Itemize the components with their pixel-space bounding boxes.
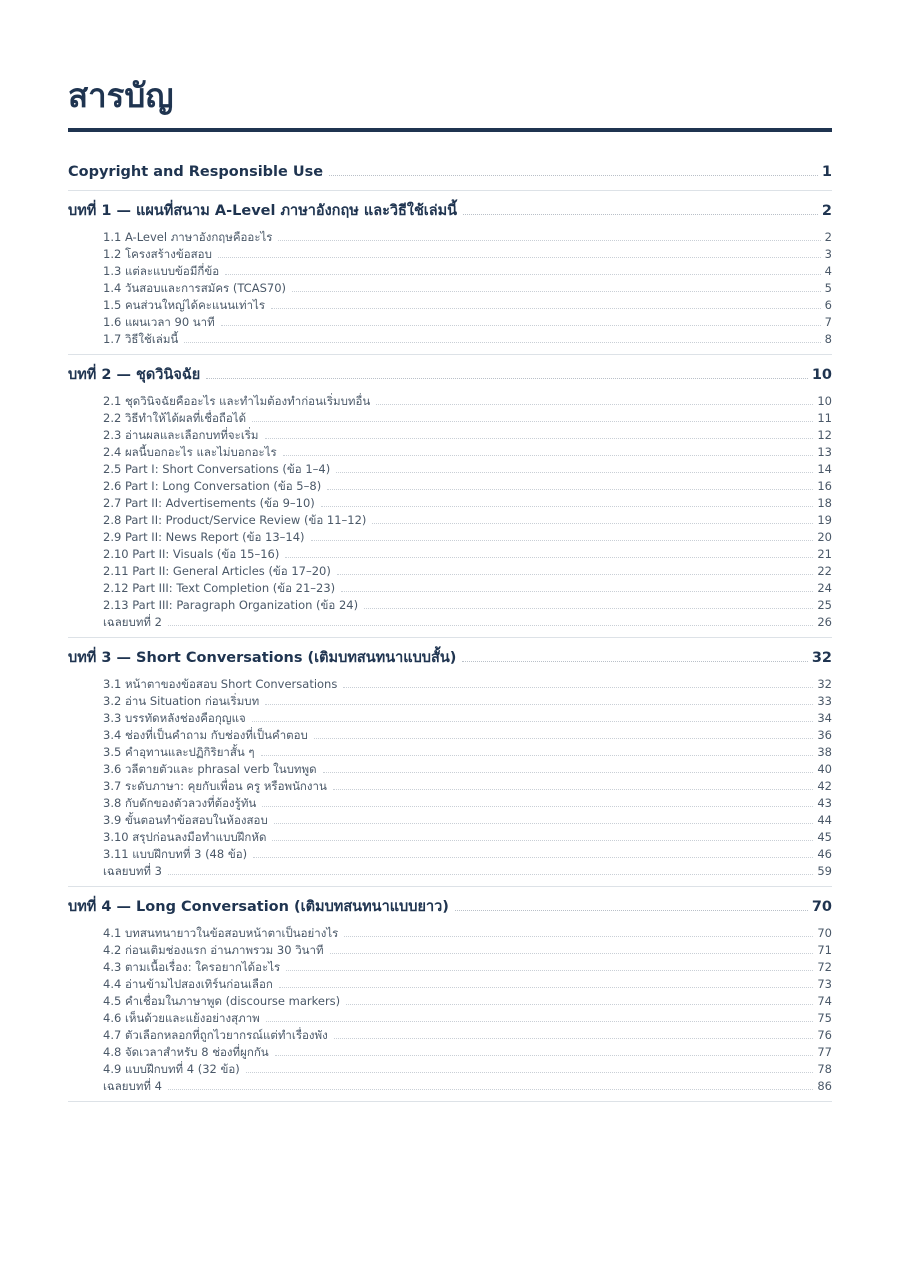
- toc-section-entry[interactable]: [68, 959, 832, 976]
- title-rule: [68, 128, 832, 132]
- toc-section-entry[interactable]: [68, 795, 832, 812]
- toc-section-title: 1.2 โครงสร้างข้อสอบ: [103, 247, 212, 261]
- toc-section-title: 3.9 ขั้นตอนทำข้อสอบในห้องสอบ: [103, 813, 268, 827]
- dot-leader: [253, 857, 813, 858]
- toc-chapter-title: บทที่ 2 — ชุดวินิจฉัย: [68, 367, 201, 383]
- toc-section-page: 46: [817, 847, 832, 861]
- toc-section-title: 2.1 ชุดวินิจฉัยคืออะไร และทำไมต้องทำก่อนเริ่มบทอื่น: [103, 394, 371, 408]
- toc-section-page: 43: [817, 796, 832, 810]
- toc-section-entry[interactable]: [68, 229, 832, 246]
- toc-section-title: เฉลยบทที่ 3: [103, 864, 162, 878]
- dot-leader: [376, 404, 813, 405]
- toc-section-page: 11: [817, 411, 832, 425]
- toc-section-entry[interactable]: [68, 614, 832, 631]
- toc-section-page: 5: [824, 281, 832, 295]
- toc-section-entry[interactable]: [68, 761, 832, 778]
- toc-section-page: 19: [817, 513, 832, 527]
- dot-leader: [333, 789, 814, 790]
- dot-leader: [323, 772, 814, 773]
- toc-section-page: 77: [817, 1045, 832, 1059]
- toc-section-title: 2.5 Part I: Short Conversations (ข้อ 1–4): [103, 462, 331, 476]
- toc-section-page: 25: [817, 598, 832, 612]
- toc-section-entry[interactable]: [68, 512, 832, 529]
- toc-section-page: 10: [817, 394, 832, 408]
- toc-section-title: 2.2 วิธีทำให้ได้ผลที่เชื่อถือได้: [103, 411, 247, 425]
- toc-section-page: 22: [817, 564, 832, 578]
- toc-section-title: 4.7 ตัวเลือกหลอกที่ถูกไวยากรณ์แต่ทำเรื่องพัง: [103, 1028, 328, 1042]
- toc-section-page: 74: [817, 994, 832, 1008]
- toc-chapter-title: บทที่ 3 — Short Conversations (เติมบทสนทนาแบบสั้น): [68, 650, 457, 666]
- toc-section-page: 33: [817, 694, 832, 708]
- toc-section-title: 2.8 Part II: Product/Service Review (ข้อ 11–12): [103, 513, 367, 527]
- toc-section-page: 73: [817, 977, 832, 991]
- dot-leader: [262, 806, 813, 807]
- dot-leader: [336, 472, 813, 473]
- toc-section-list: [68, 676, 832, 880]
- toc-chapter-group: [68, 355, 832, 638]
- toc-section-entry[interactable]: [68, 1044, 832, 1061]
- toc-section-page: 6: [824, 298, 832, 312]
- toc-section-entry[interactable]: [68, 427, 832, 444]
- toc-section-page: 7: [824, 315, 832, 329]
- toc-section-title: 2.7 Part II: Advertisements (ข้อ 9–10): [103, 496, 315, 510]
- toc-section-entry[interactable]: [68, 314, 832, 331]
- toc-section-title: เฉลยบทที่ 4: [103, 1079, 162, 1093]
- toc-section-title: 3.2 อ่าน Situation ก่อนเริ่มบท: [103, 694, 260, 708]
- toc-section-page: 76: [817, 1028, 832, 1042]
- toc-chapter-page: 2: [821, 203, 832, 219]
- toc-section-entry[interactable]: [68, 563, 832, 580]
- toc-section-entry[interactable]: [68, 744, 832, 761]
- toc-chapter-group: [68, 162, 832, 191]
- dot-leader: [372, 523, 813, 524]
- dot-leader: [206, 378, 808, 379]
- dot-leader: [330, 953, 814, 954]
- toc-section-title: 4.3 ตามเนื้อเรื่อง: ใครอยากได้อะไร: [103, 960, 281, 974]
- toc-section-entry[interactable]: [68, 529, 832, 546]
- dot-leader: [261, 755, 814, 756]
- toc-section-page: 3: [824, 247, 832, 261]
- page-title: สารบัญ: [68, 76, 174, 115]
- dot-leader: [272, 840, 813, 841]
- toc-section-title: 3.6 วลีตายตัวและ phrasal verb ในบทพูด: [103, 762, 317, 776]
- toc-section-entry[interactable]: [68, 846, 832, 863]
- toc-section-title: 3.4 ช่องที่เป็นคำถาม กับช่องที่เป็นคำตอบ: [103, 728, 308, 742]
- toc-section-page: 2: [824, 230, 832, 244]
- dot-leader: [168, 874, 813, 875]
- toc-section-title: 2.3 อ่านผลและเลือกบทที่จะเริ่ม: [103, 428, 259, 442]
- toc-section-page: 24: [817, 581, 832, 595]
- dot-leader: [343, 687, 813, 688]
- dot-leader: [311, 540, 814, 541]
- toc-section-page: 4: [824, 264, 832, 278]
- toc-section-entry[interactable]: [68, 1078, 832, 1095]
- toc-section-entry[interactable]: [68, 727, 832, 744]
- toc-section-entry[interactable]: [68, 693, 832, 710]
- dot-leader: [168, 625, 813, 626]
- dot-leader: [168, 1089, 813, 1090]
- toc-section-entry[interactable]: [68, 925, 832, 942]
- toc-chapter-entry[interactable]: [68, 648, 832, 668]
- dot-leader: [252, 721, 814, 722]
- dot-leader: [279, 987, 814, 988]
- toc-section-title: 3.11 แบบฝึกบทที่ 3 (48 ข้อ): [103, 847, 248, 861]
- dot-leader: [275, 1055, 814, 1056]
- toc-section-page: 71: [817, 943, 832, 957]
- dot-leader: [329, 175, 818, 176]
- toc-chapter-entry[interactable]: [68, 162, 832, 182]
- toc-chapter-page: 32: [811, 650, 832, 666]
- toc-section-title: 4.6 เห็นด้วยและแย้งอย่างสุภาพ: [103, 1011, 260, 1025]
- toc-section-page: 70: [817, 926, 832, 940]
- dot-leader: [292, 291, 821, 292]
- dot-leader: [274, 823, 814, 824]
- toc-section-title: 3.3 บรรทัดหลังช่องคือกุญแจ: [103, 711, 246, 725]
- dot-leader: [278, 240, 820, 241]
- dot-leader: [218, 257, 821, 258]
- toc-list: [68, 162, 832, 1102]
- toc-chapter-entry[interactable]: [68, 897, 832, 917]
- toc-section-title: 1.3 แต่ละแบบข้อมีกี่ข้อ: [103, 264, 220, 278]
- toc-section-title: เฉลยบทที่ 2: [103, 615, 162, 629]
- toc-section-page: 59: [817, 864, 832, 878]
- toc-chapter-page: 70: [811, 899, 832, 915]
- toc-section-page: 44: [817, 813, 832, 827]
- dot-leader: [225, 274, 821, 275]
- toc-section-title: 2.4 ผลนี้บอกอะไร และไม่บอกอะไร: [103, 445, 277, 459]
- toc-section-entry[interactable]: [68, 1010, 832, 1027]
- toc-section-title: 3.8 กับดักของตัวลวงที่ต้องรู้ทัน: [103, 796, 257, 810]
- toc-section-entry[interactable]: [68, 331, 832, 348]
- toc-section-page: 14: [817, 462, 832, 476]
- toc-section-title: 3.10 สรุปก่อนลงมือทำแบบฝึกหัด: [103, 830, 267, 844]
- dot-leader: [266, 1021, 814, 1022]
- toc-section-page: 36: [817, 728, 832, 742]
- toc-section-entry[interactable]: [68, 778, 832, 795]
- toc-section-page: 21: [817, 547, 832, 561]
- toc-section-entry[interactable]: [68, 1027, 832, 1044]
- toc-section-page: 13: [817, 445, 832, 459]
- toc-section-title: 1.1 A-Level ภาษาอังกฤษคืออะไร: [103, 230, 273, 244]
- toc-section-entry[interactable]: [68, 280, 832, 297]
- toc-section-entry[interactable]: [68, 393, 832, 410]
- dot-leader: [344, 936, 813, 937]
- dot-leader: [285, 557, 813, 558]
- dot-leader: [314, 738, 814, 739]
- dot-leader: [271, 308, 821, 309]
- toc-section-page: 86: [817, 1079, 832, 1093]
- toc-section-title: 1.6 แผนเวลา 90 นาที: [103, 315, 215, 329]
- toc-section-entry[interactable]: [68, 710, 832, 727]
- toc-section-page: 16: [817, 479, 832, 493]
- dot-leader: [334, 1038, 814, 1039]
- toc-chapter-title: บทที่ 1 — แผนที่สนาม A-Level ภาษาอังกฤษ และวิธีใช้เล่มนี้: [68, 203, 458, 219]
- toc-chapter-entry[interactable]: [68, 365, 832, 385]
- toc-chapter-group: [68, 638, 832, 887]
- dot-leader: [455, 910, 808, 911]
- toc-section-entry[interactable]: [68, 297, 832, 314]
- toc-chapter-title: Copyright and Responsible Use: [68, 164, 324, 180]
- toc-section-page: 20: [817, 530, 832, 544]
- dot-leader: [462, 661, 807, 662]
- dot-leader: [346, 1004, 813, 1005]
- toc-section-entry[interactable]: [68, 410, 832, 427]
- toc-section-entry[interactable]: [68, 546, 832, 563]
- toc-chapter-entry[interactable]: [68, 201, 832, 221]
- toc-section-entry[interactable]: [68, 461, 832, 478]
- dot-leader: [265, 704, 813, 705]
- toc-section-page: 34: [817, 711, 832, 725]
- toc-section-entry[interactable]: [68, 863, 832, 880]
- toc-section-entry[interactable]: [68, 263, 832, 280]
- toc-section-entry[interactable]: [68, 495, 832, 512]
- dot-leader: [337, 574, 813, 575]
- toc-section-page: 75: [817, 1011, 832, 1025]
- toc-section-entry[interactable]: [68, 580, 832, 597]
- dot-leader: [321, 506, 814, 507]
- toc-section-title: 4.4 อ่านข้ามไปสองเทิร์นก่อนเลือก: [103, 977, 273, 991]
- dot-leader: [221, 325, 821, 326]
- toc-section-list: [68, 925, 832, 1095]
- dot-leader: [286, 970, 813, 971]
- toc-chapter-title: บทที่ 4 — Long Conversation (เติมบทสนทนาแบบยาว): [68, 899, 449, 915]
- toc-section-title: 2.13 Part III: Paragraph Organization (ข้อ 24): [103, 598, 359, 612]
- toc-section-list: [68, 229, 832, 348]
- toc-section-title: 4.9 แบบฝึกบทที่ 4 (32 ข้อ): [103, 1062, 240, 1076]
- toc-section-title: 2.10 Part II: Visuals (ข้อ 15–16): [103, 547, 280, 561]
- dot-leader: [341, 591, 813, 592]
- toc-section-title: 4.1 บทสนทนายาวในข้อสอบหน้าตาเป็นอย่างไร: [103, 926, 339, 940]
- toc-section-title: 2.6 Part I: Long Conversation (ข้อ 5–8): [103, 479, 322, 493]
- dot-leader: [327, 489, 813, 490]
- toc-section-page: 78: [817, 1062, 832, 1076]
- dot-leader: [463, 214, 818, 215]
- toc-section-list: [68, 393, 832, 631]
- toc-section-entry[interactable]: [68, 942, 832, 959]
- toc-section-title: 2.11 Part II: General Articles (ข้อ 17–20): [103, 564, 331, 578]
- toc-section-page: 12: [817, 428, 832, 442]
- toc-section-title: 4.8 จัดเวลาสำหรับ 8 ช่องที่ผูกกัน: [103, 1045, 269, 1059]
- toc-section-entry[interactable]: [68, 246, 832, 263]
- dot-leader: [265, 438, 814, 439]
- toc-chapter-group: [68, 887, 832, 1102]
- toc-section-page: 42: [817, 779, 832, 793]
- toc-section-title: 1.4 วันสอบและการสมัคร (TCAS70): [103, 281, 287, 295]
- dot-leader: [246, 1072, 814, 1073]
- toc-section-title: 1.5 คนส่วนใหญ่ได้คะแนนเท่าไร: [103, 298, 266, 312]
- toc-section-entry[interactable]: [68, 1061, 832, 1078]
- toc-section-page: 45: [817, 830, 832, 844]
- toc-section-title: 4.5 คำเชื่อมในภาษาพูด (discourse markers): [103, 994, 341, 1008]
- toc-section-page: 38: [817, 745, 832, 759]
- toc-section-entry[interactable]: [68, 812, 832, 829]
- toc-section-title: 2.12 Part III: Text Completion (ข้อ 21–23): [103, 581, 336, 595]
- toc-section-entry[interactable]: [68, 993, 832, 1010]
- toc-section-entry[interactable]: [68, 597, 832, 614]
- toc-section-page: 32: [817, 677, 832, 691]
- toc-section-entry[interactable]: [68, 444, 832, 461]
- toc-section-title: 2.9 Part II: News Report (ข้อ 13–14): [103, 530, 305, 544]
- toc-section-page: 18: [817, 496, 832, 510]
- toc-section-entry[interactable]: [68, 829, 832, 846]
- dot-leader: [252, 421, 813, 422]
- toc-section-title: 3.5 คำอุทานและปฏิกิริยาสั้น ๆ: [103, 745, 255, 759]
- toc-chapter-group: [68, 191, 832, 355]
- toc-section-title: 3.7 ระดับภาษา: คุยกับเพื่อน ครู หรือพนักงาน: [103, 779, 327, 793]
- dot-leader: [283, 455, 814, 456]
- dot-leader: [364, 608, 813, 609]
- toc-section-page: 40: [817, 762, 832, 776]
- toc-section-entry[interactable]: [68, 676, 832, 693]
- toc-section-entry[interactable]: [68, 478, 832, 495]
- toc-section-title: 1.7 วิธีใช้เล่มนี้: [103, 332, 179, 346]
- toc-section-title: 4.2 ก่อนเติมช่องแรก อ่านภาพรวม 30 วินาที: [103, 943, 324, 957]
- toc-section-page: 72: [817, 960, 832, 974]
- toc-section-title: 3.1 หน้าตาของข้อสอบ Short Conversations: [103, 677, 338, 691]
- toc-page: [68, 74, 832, 1102]
- dot-leader: [184, 342, 820, 343]
- toc-section-page: 26: [817, 615, 832, 629]
- toc-chapter-page: 10: [811, 367, 832, 383]
- toc-section-page: 8: [824, 332, 832, 346]
- toc-chapter-page: 1: [821, 164, 832, 180]
- toc-section-entry[interactable]: [68, 976, 832, 993]
